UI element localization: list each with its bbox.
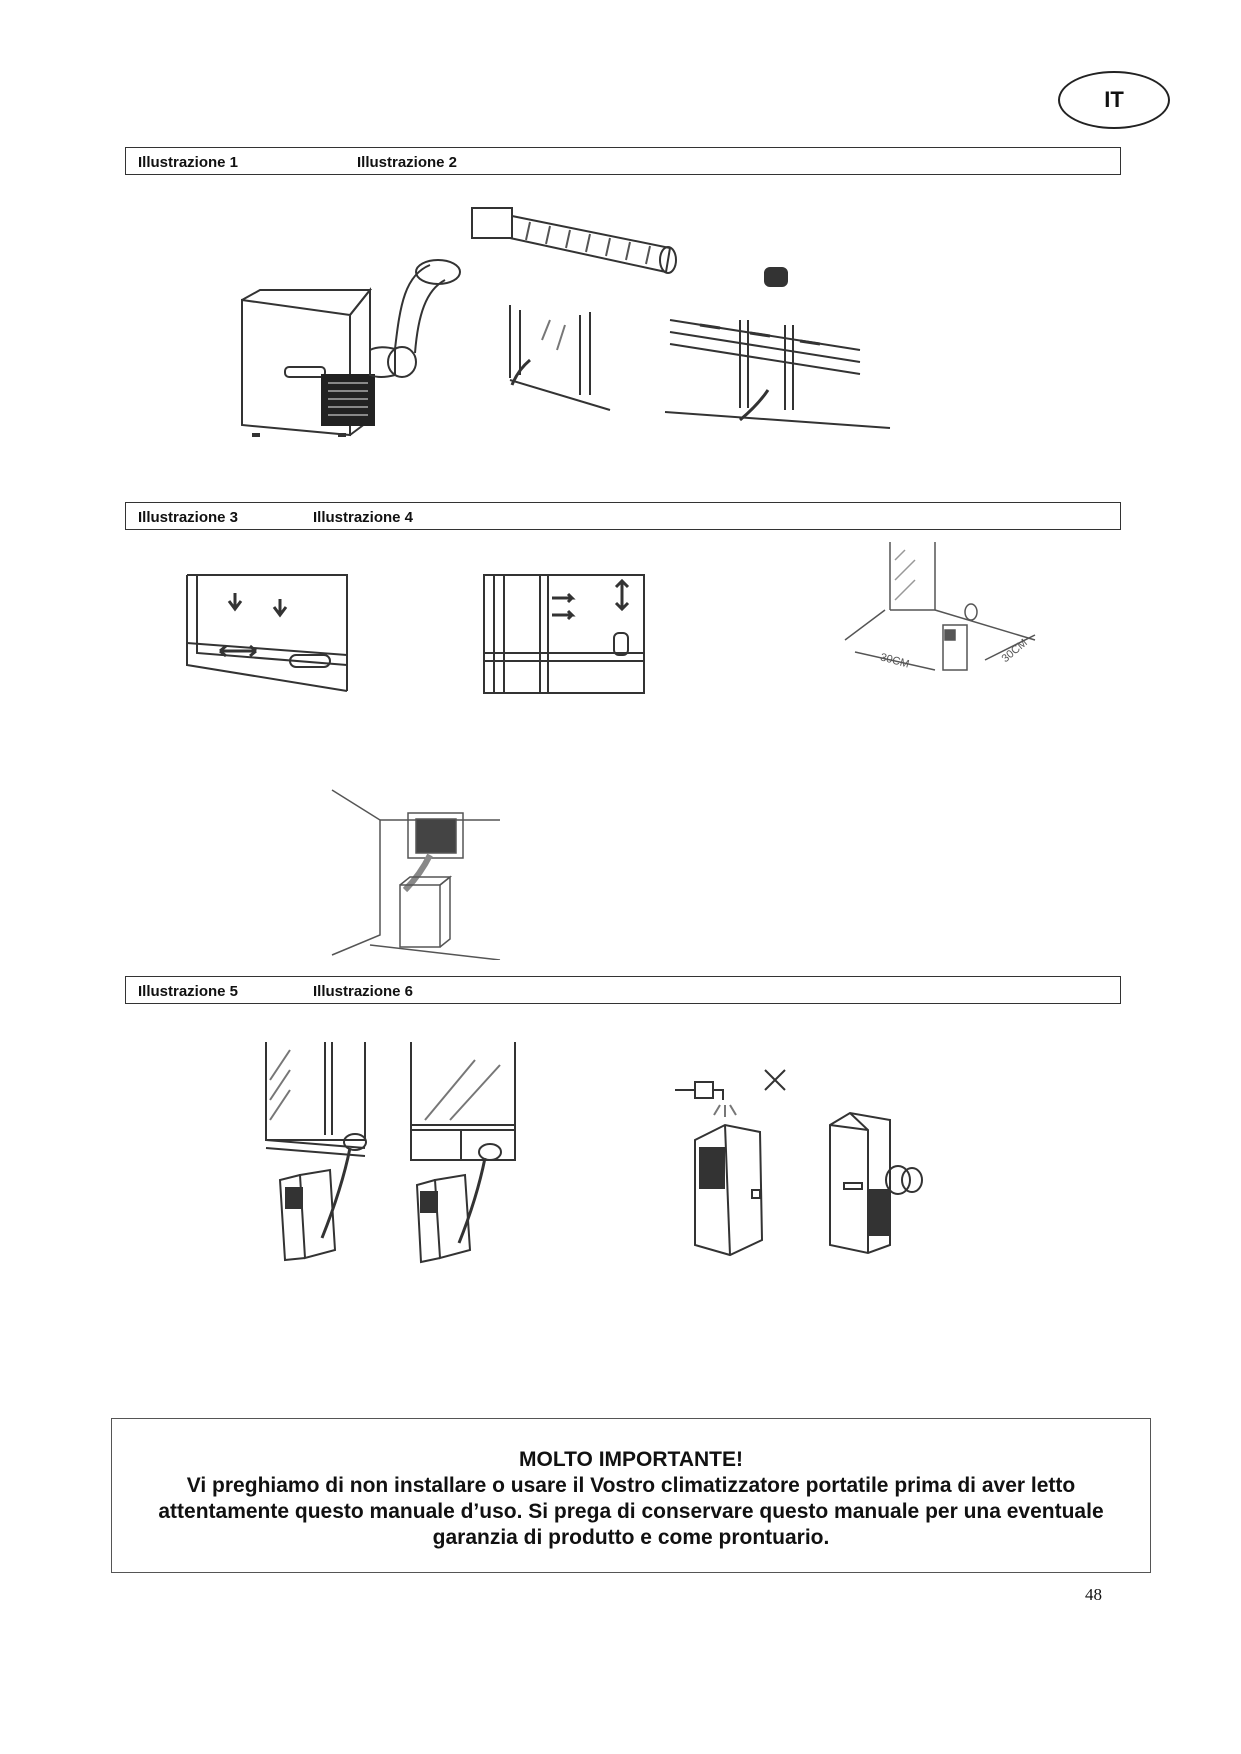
illustration-5-unit-window-b [405, 1040, 525, 1270]
illustration-2-window-kit [470, 200, 910, 440]
illustration-6-avoid-water [670, 1060, 800, 1270]
caption-illustrazione-1: Illustrazione 1 [138, 154, 239, 171]
illustration-5-unit-window-a [260, 1040, 380, 1270]
illustration-3-sliding-window-a [185, 573, 350, 693]
notice-title: MOLTO IMPORTANTE! [519, 1448, 743, 1471]
notice-line-1: Vi preghiamo di non installare o usare il Vostro climatizzatore portatile prima di aver letto [186, 1474, 1076, 1497]
clearance-label-right: 30CM [999, 636, 1030, 666]
clearance-label-left: 30CM [878, 651, 911, 671]
caption-illustrazione-2: Illustrazione 2 [357, 154, 458, 171]
caption-illustrazione-6: Illustrazione 6 [313, 983, 414, 1000]
notice-line-3: garanzia di produtto e come prontuario. [432, 1526, 830, 1549]
notice-line-2: attentamente questo manuale d’uso. Si prega di conservare questo manuale per una eventuale [158, 1500, 1104, 1523]
caption-bar-1 [125, 147, 1121, 175]
illustration-4-clearance [835, 540, 1055, 700]
important-notice-box [111, 1418, 1151, 1573]
illustration-3-sliding-window-b [482, 573, 647, 698]
language-badge: IT [1058, 71, 1170, 129]
illustration-1-unit-with-hose [230, 245, 470, 445]
caption-illustrazione-4: Illustrazione 4 [313, 509, 414, 526]
illustration-4-room-installation [330, 785, 510, 960]
caption-bar-3 [125, 976, 1121, 1004]
page-number: 48 [1085, 1585, 1102, 1604]
caption-illustrazione-3: Illustrazione 3 [138, 509, 239, 526]
caption-bar-2 [125, 502, 1121, 530]
illustration-6-rear-view [820, 1105, 930, 1255]
caption-illustrazione-5: Illustrazione 5 [138, 983, 239, 1000]
